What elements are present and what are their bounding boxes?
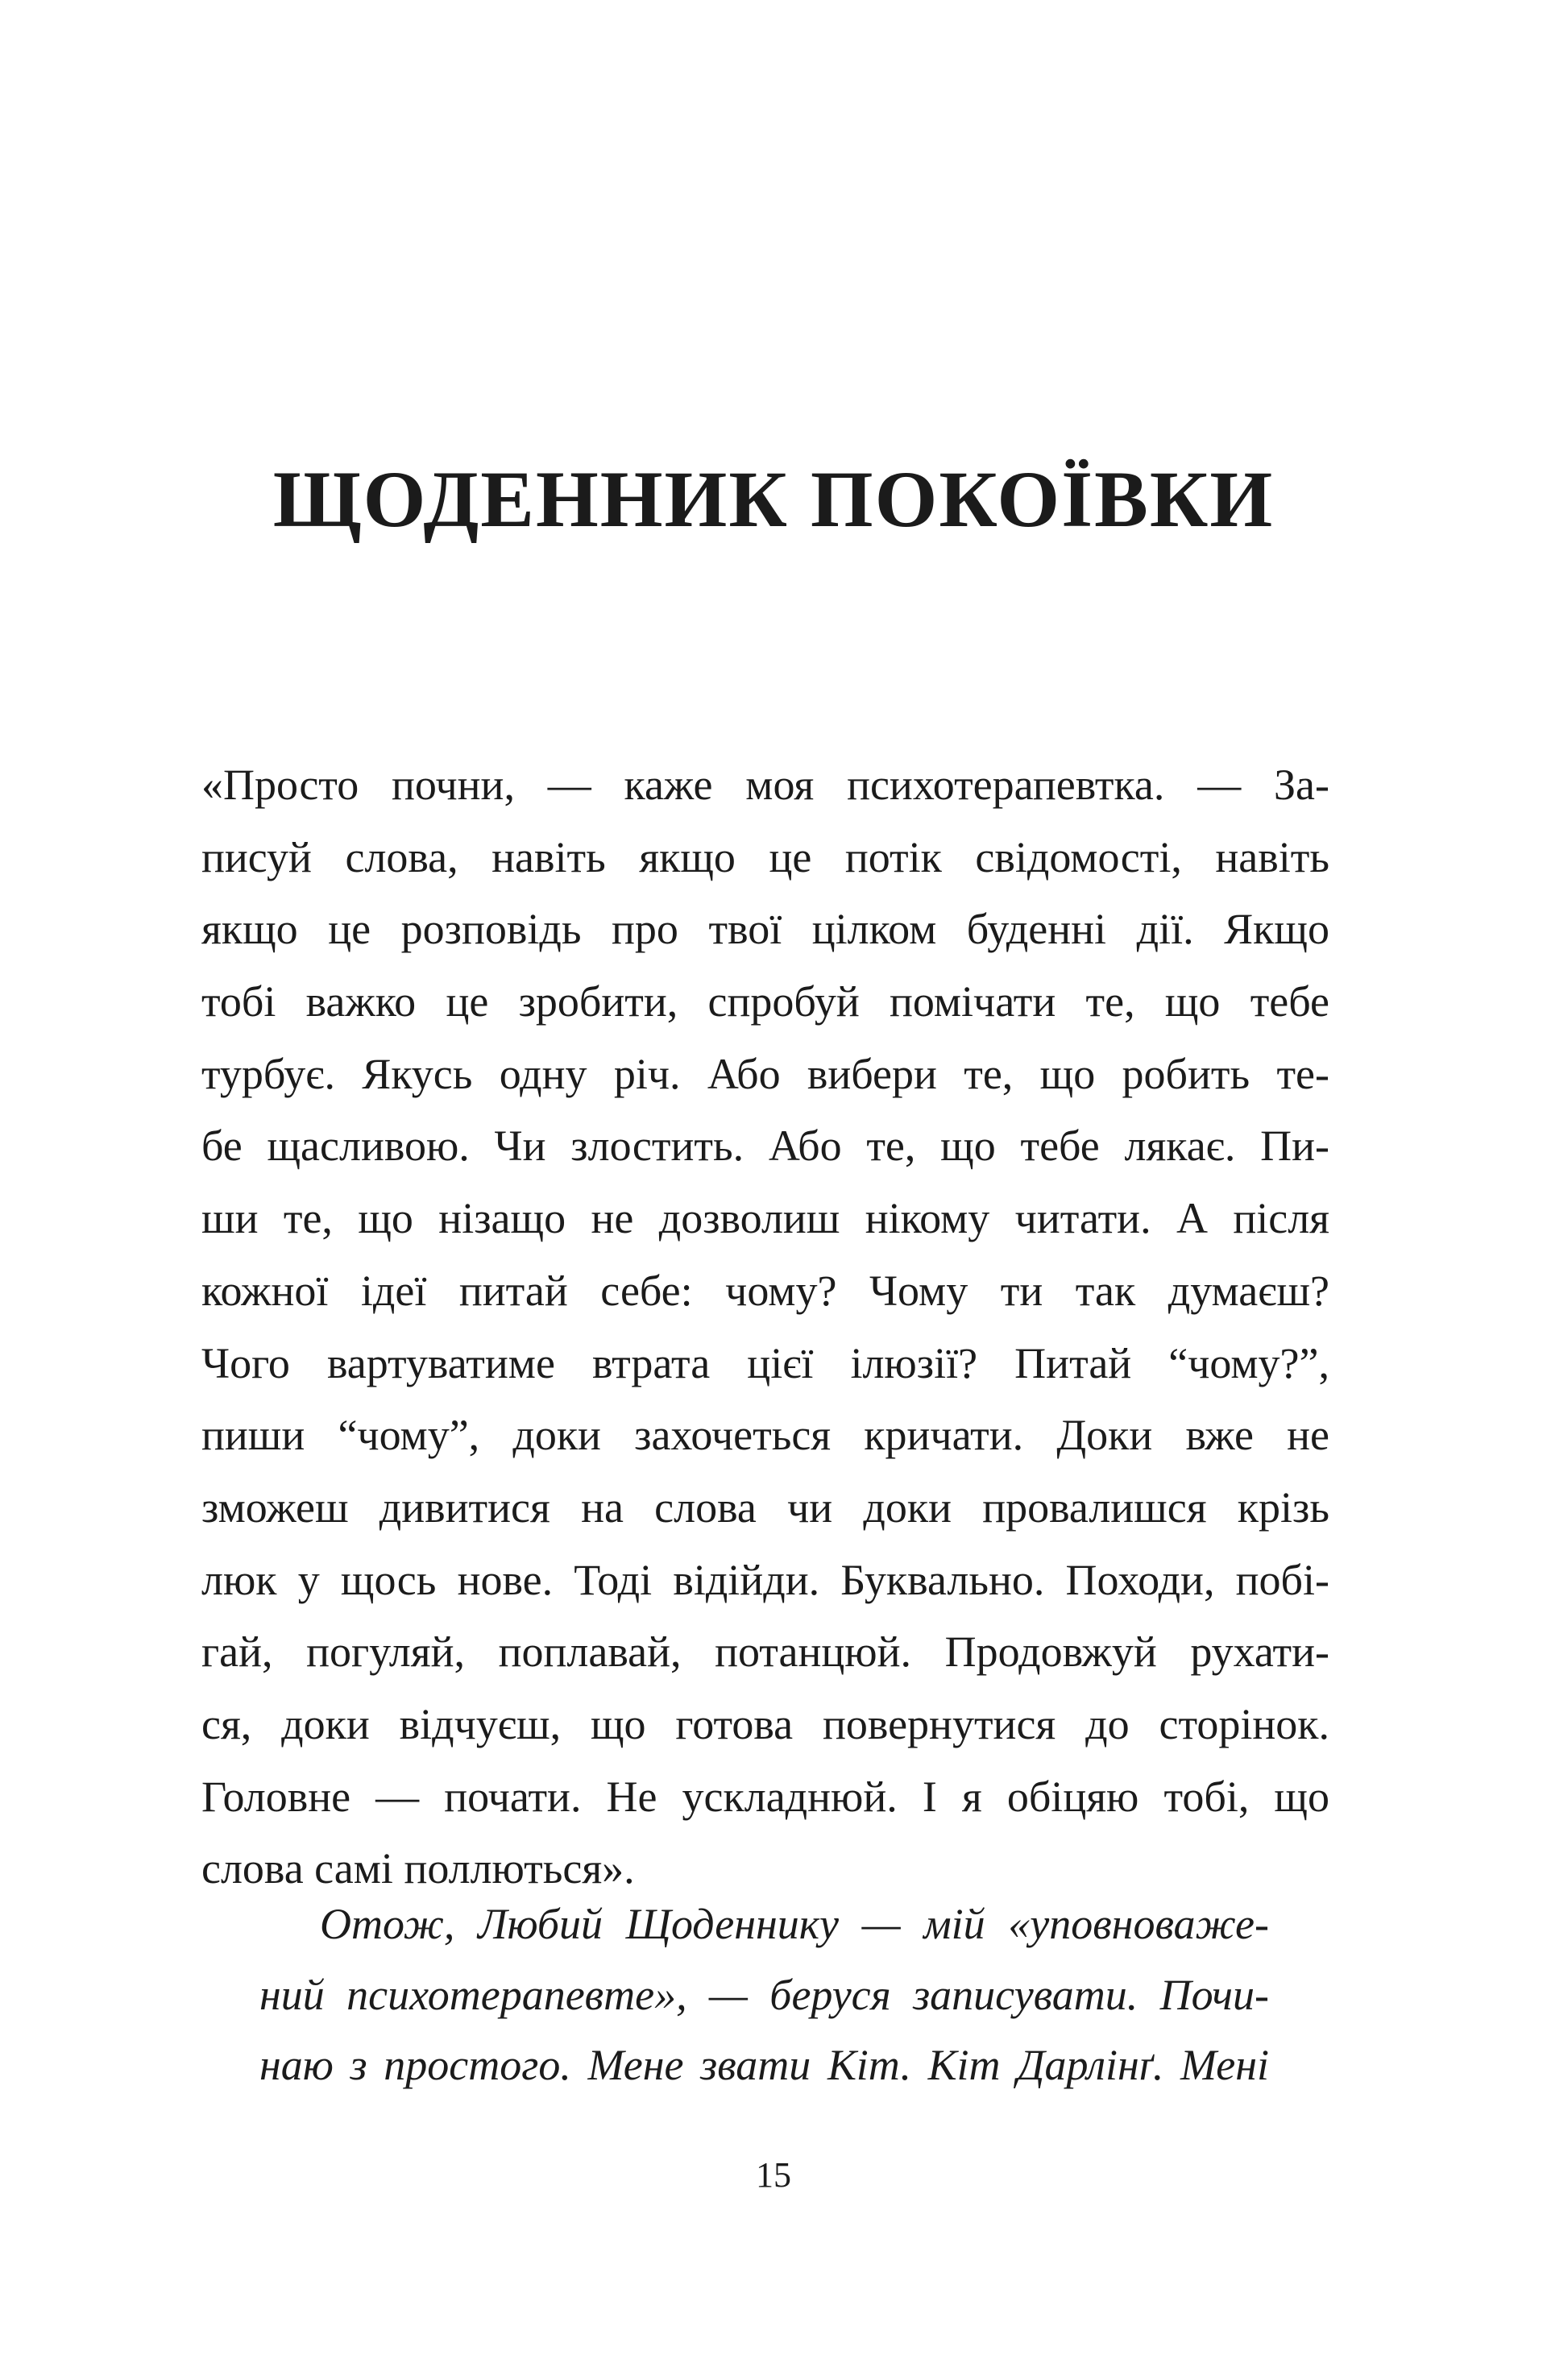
text-line: пиши “чому”, доки захочеться кричати. Доки вже не bbox=[201, 1411, 1329, 1460]
text-line: кожної ідеї питай себе: чому? Чому ти так думаєш? bbox=[201, 1266, 1329, 1315]
text-line: слова самі поллються». bbox=[201, 1844, 635, 1893]
text-line: турбує. Якусь одну річ. Або вибери те, що робить те- bbox=[201, 1049, 1329, 1098]
italic-line: наю з простого. Мене звати Кіт. Кіт Дарлінґ. Мені bbox=[259, 2041, 1269, 2089]
text-line: Головне — почати. Не ускладнюй. І я обіцяю тобі, що bbox=[201, 1772, 1329, 1821]
text-line: ши те, що нізащо не дозволиш нікому читати. А після bbox=[201, 1194, 1329, 1243]
text-line: Чого вартуватиме втрата цієї ілюзії? Питай “чому?”, bbox=[201, 1338, 1329, 1387]
text-line: зможеш дивитися на слова чи доки провалишся крізь bbox=[201, 1482, 1329, 1532]
text-line: «Просто почни, — каже моя психотерапевтка. — За- bbox=[201, 761, 1329, 809]
italic-line: ний психотерапевте», — беруся записувати. Почи- bbox=[259, 1970, 1269, 2019]
italic-paragraph bbox=[259, 1889, 1269, 2101]
text-line: писуй слова, навіть якщо це потік свідомості, навіть bbox=[201, 832, 1329, 881]
text-line: люк у щось нове. Тоді відійди. Буквально. Походи, побі- bbox=[201, 1555, 1329, 1604]
text-line: тобі важко це зробити, спробуй помічати те, що тебе bbox=[201, 977, 1329, 1026]
italic-line: Отож, Любий Щоденнику — мій «уповноваже- bbox=[320, 1900, 1269, 1948]
page-number: 15 bbox=[756, 2155, 791, 2195]
text-line: ся, доки відчуєш, що готова повернутися до сторінок. bbox=[201, 1699, 1329, 1748]
chapter-title: ЩОДЕННИК ПОКОЇВКИ bbox=[272, 454, 1275, 544]
text-line: гай, погуляй, поплавай, потанцюй. Продовжуй рухати- bbox=[201, 1627, 1329, 1677]
quote-paragraph bbox=[201, 749, 1329, 1905]
text-line: бе щасливою. Чи злостить. Або те, що тебе лякає. Пи- bbox=[201, 1122, 1329, 1171]
text-line: якщо це розповідь про твої цілком буденні дії. Якщо bbox=[201, 905, 1329, 954]
